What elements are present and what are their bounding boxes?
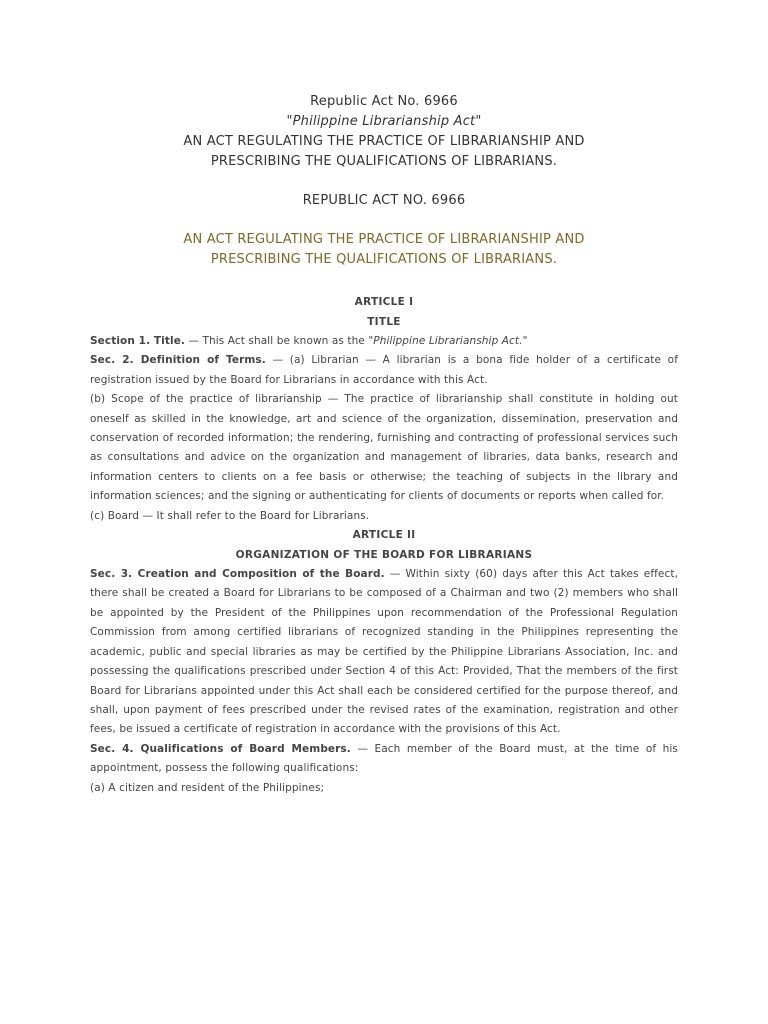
act-heading-line-2: PRESCRIBING THE QUALIFICATIONS OF LIBRARIANS. bbox=[210, 252, 558, 267]
section-4-text: — Each member of the Board must, at the time of his appointment, possess the following qualifications: bbox=[90, 742, 678, 775]
section-2-paragraph-c: (c) Board — It shall refer to the Board for Librarians. bbox=[90, 509, 370, 522]
section-4-label: Sec. 4. Qualifications of Board Members. bbox=[90, 742, 351, 755]
section-4 bbox=[90, 740, 678, 779]
article-2-heading bbox=[90, 526, 678, 565]
act-heading-line-1: AN ACT REGULATING THE PRACTICE OF LIBRARIANSHIP AND bbox=[183, 232, 585, 247]
article-1-number: ARTICLE I bbox=[354, 296, 414, 308]
section-1-text: — This Act shall be known as the bbox=[185, 335, 369, 347]
section-3 bbox=[90, 565, 678, 740]
section-1-quote: "Philippine Librarianship Act." bbox=[368, 335, 528, 347]
document-header bbox=[90, 92, 678, 172]
act-heading bbox=[90, 230, 678, 270]
article-1-name: TITLE bbox=[367, 315, 401, 328]
article-2-number: ARTICLE II bbox=[352, 529, 416, 542]
article-1-heading bbox=[90, 293, 678, 332]
act-title-line-1: AN ACT REGULATING THE PRACTICE OF LIBRARIANSHIP AND bbox=[183, 134, 585, 149]
section-4-item-a: (a) A citizen and resident of the Philippines; bbox=[90, 781, 325, 794]
document-title: Republic Act No. 6966 bbox=[310, 94, 458, 109]
section-2-text: — (a) Librarian — A librarian is a bona fide holder of a certificate of registration issued by the Board for Librarians in accordance with this Act. bbox=[90, 354, 678, 386]
article-2-name: ORGANIZATION OF THE BOARD FOR LIBRARIANS bbox=[235, 548, 533, 561]
section-1-label: Section 1. Title. bbox=[90, 335, 186, 347]
section-3-text: — Within sixty (60) days after this Act takes effect, there shall be created a Board for Librarians to be composed of a Chairman and two (2) members who shall be appointed by the President of the Philippines upon recommendation of the Professional Regulation Commission from among certified librarians of recognized standing in the Philippines representing the academic, public and special libraries as may be certified by the Philippine Librarians Association, Inc. and possessing the qualifications prescribed under Section 4 of this Act: Provided, That the members of the first Board for Librarians appointed under this Act shall each be considered certified for the purpose thereof, and shall, upon payment of fees prescribed under the revised rates of the examination, registration and other fees, be issued a certificate of registration in accordance with the provisions of this Act. bbox=[90, 568, 679, 736]
section-3-label: Sec. 3. Creation and Composition of the Board. bbox=[90, 568, 385, 581]
document-page bbox=[90, 92, 678, 798]
republic-act-number: REPUBLIC ACT NO. 6966 bbox=[302, 193, 466, 208]
act-title-line-2: PRESCRIBING THE QUALIFICATIONS OF LIBRARIANS. bbox=[210, 154, 558, 169]
section-1 bbox=[90, 332, 678, 351]
section-2-paragraph-b: (b) Scope of the practice of librarianship — The practice of librarianship shall constitute in holding out oneself as skilled in the knowledge, art and science of the organization, dissemination, preservation and conservation of recorded information; the rendering, furnishing and contracting of professional services such as consultations and advice on the organization and management of libraries, data banks, research and information centers to clients on a fee basis or otherwise; the teaching of subjects in the library and information sciences; and the signing or authenticating for clients of documents or reports when called for. bbox=[90, 393, 678, 503]
section-2 bbox=[90, 351, 678, 390]
section-2-label: Sec. 2. Definition of Terms. bbox=[90, 354, 266, 367]
document-subtitle: "Philippine Librarianship Act" bbox=[286, 114, 482, 129]
